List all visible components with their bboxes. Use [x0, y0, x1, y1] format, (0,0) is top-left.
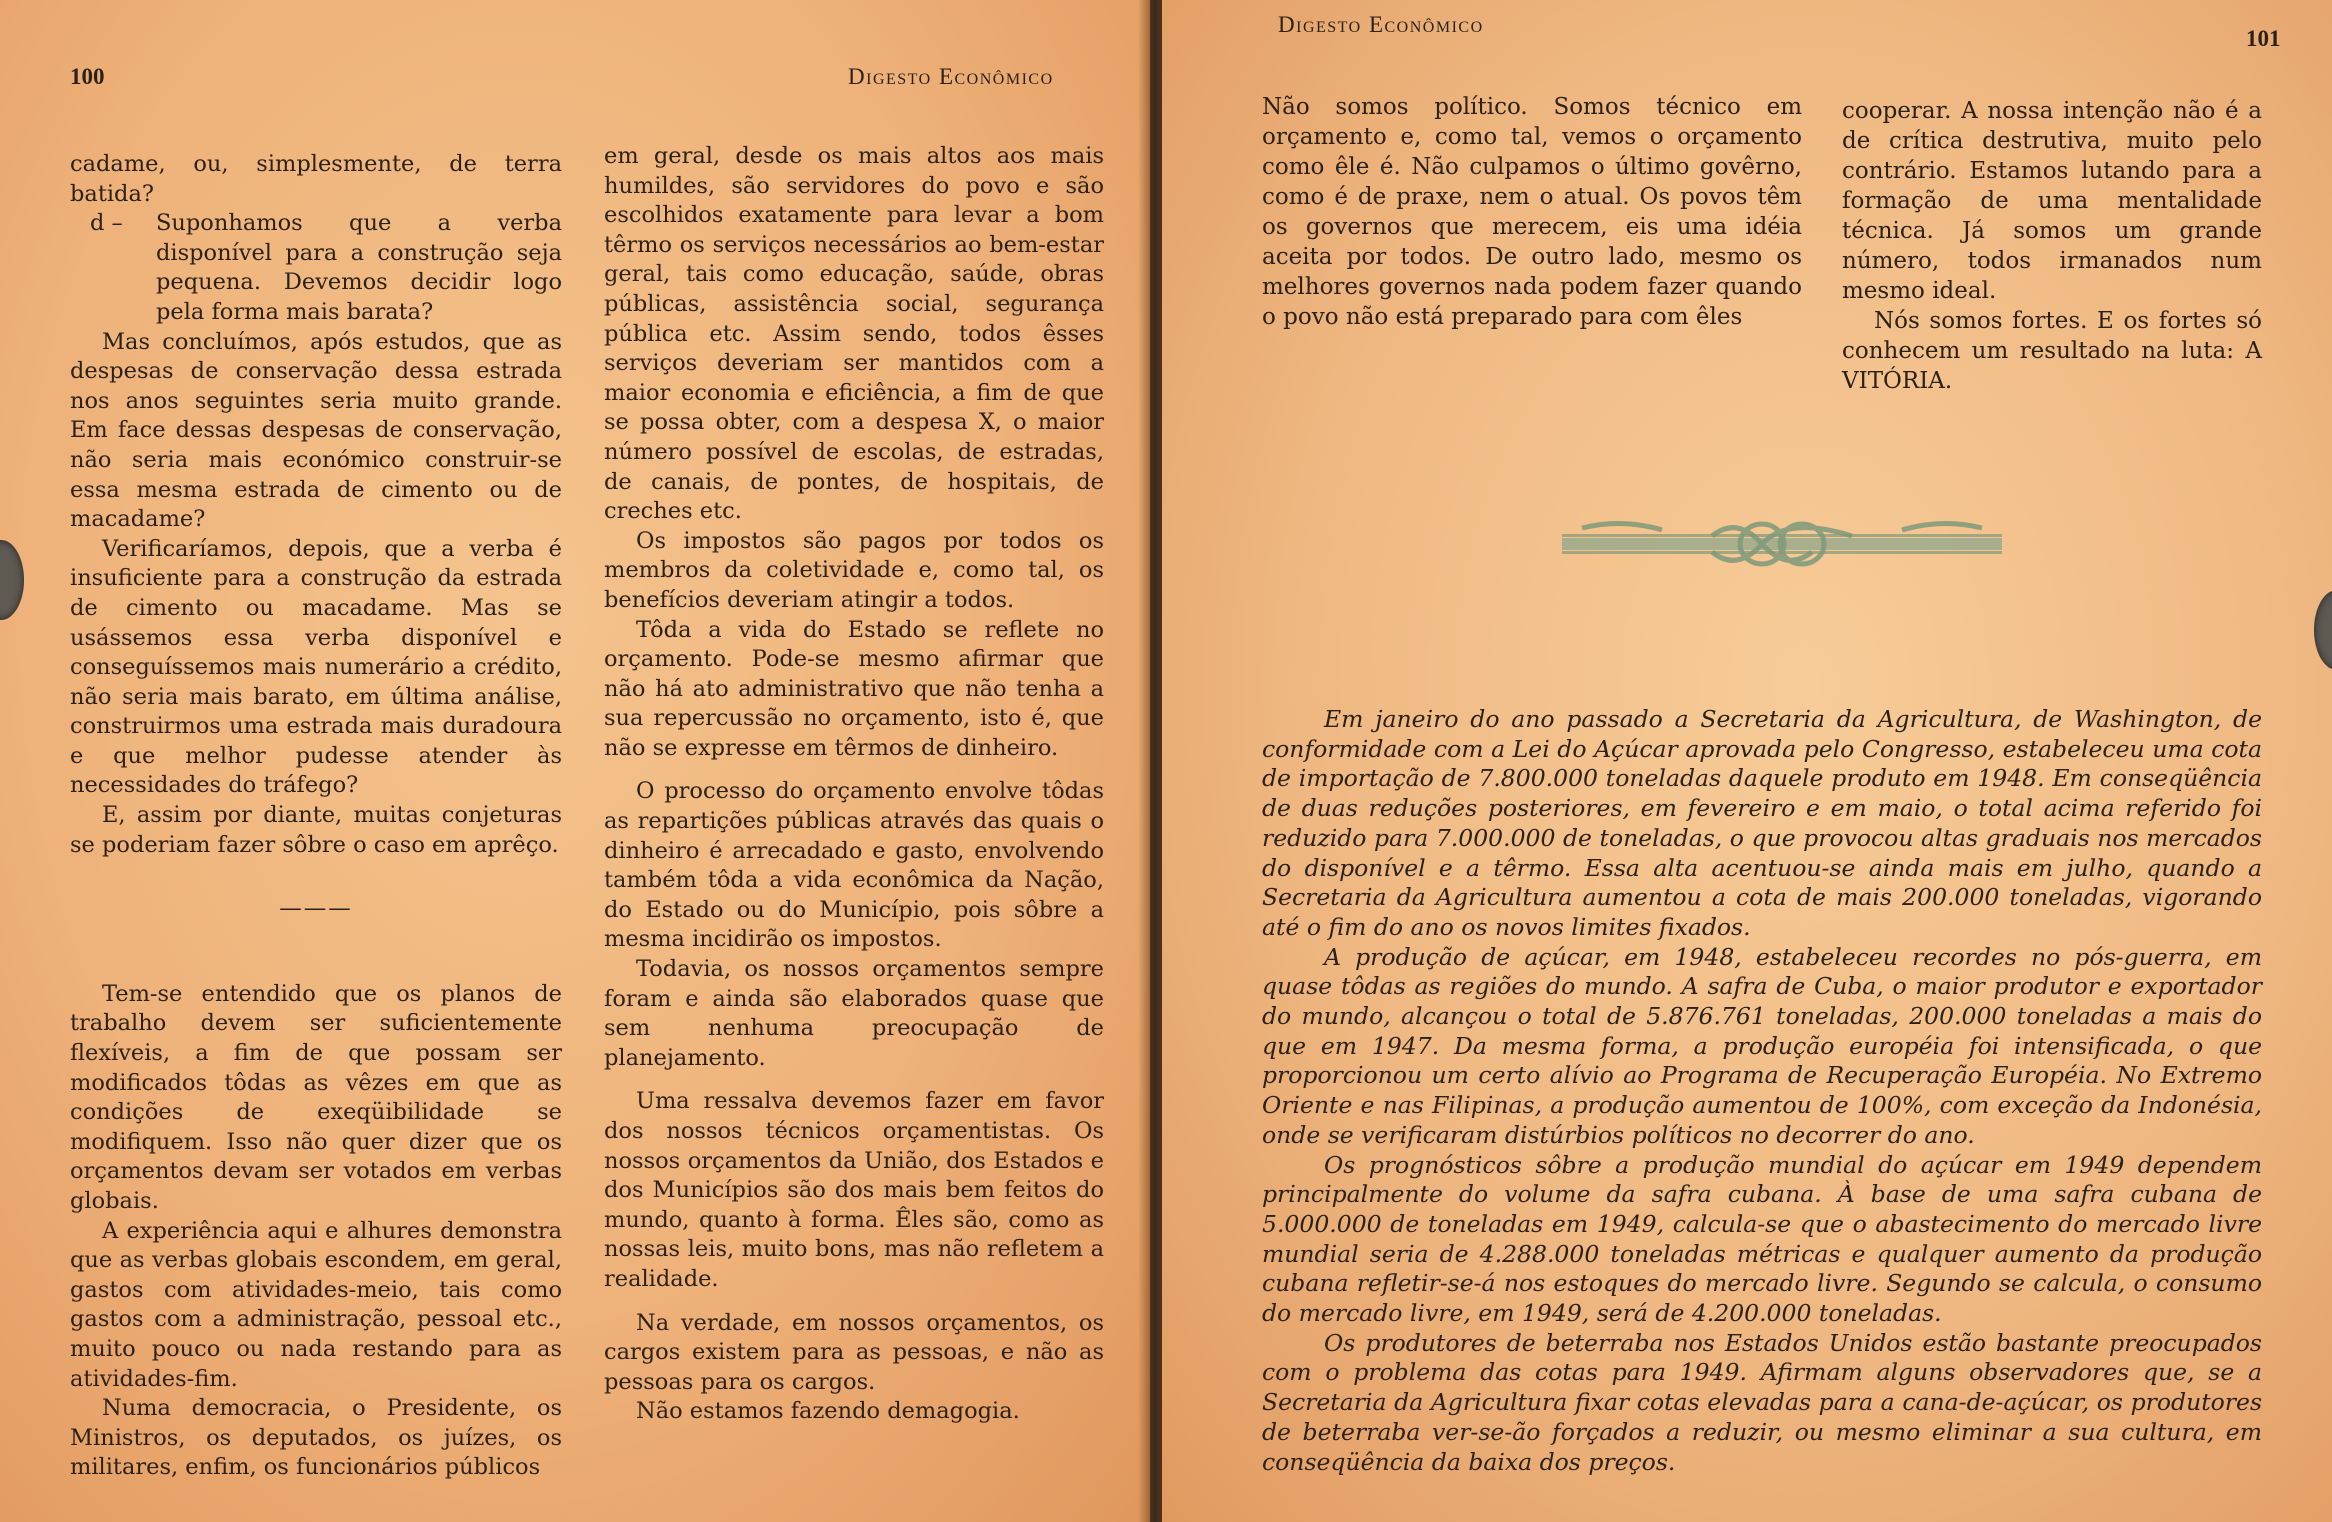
- continued-paragraph: em geral, desde os mais altos aos mais humildes, são servidores do povo e são escolhidos exatamente para levar a bom têrmo os serviços necessários ao bem-estar geral, tais como educação, saúde, obras públicas, assistência social, segurança pública etc. Assim sendo, todos êsses serviços deveriam ser mantidos com a maior economia e eficiência, a fim de que se possa obter, com a despesa X, o maior número possível de escolas, de estradas, de canais, de pontes, de hospitais, de creches etc.: [604, 143, 1104, 525]
- ornament-divider: [1562, 516, 2002, 572]
- right-column-2: [1842, 96, 2262, 396]
- paragraph: A experiência aqui e alhures demonstra que as verbas globais escondem, em geral, gastos com atividades-meio, tais como gastos com a administração, pessoal etc., muito pouco ou nada restando para as atividades-fim.: [70, 1217, 562, 1392]
- binding-hole-right: [2314, 590, 2332, 670]
- paragraph: Uma ressalva devemos fazer em favor dos nossos técnicos orçamentistas. Os nossos orçamentos da União, dos Estados e dos Municípios são dos mais bem feitos do mundo, quanto à forma. Êles são, como as nossas leis, muito bons, mas não refletem a realidade.: [604, 1088, 1104, 1292]
- news-paragraph: Em janeiro do ano passado a Secretaria da Agricultura, de Washington, de conformidade com a Lei do Açúcar aprovada pelo Congresso, estabeleceu uma cota de importação de 7.800.000 toneladas daquele produto em 1948. Em conseqüência de duas reduções posteriores, em fevereiro e em maio, o total acima referido foi reduzido para 7.000.000 de toneladas, o que provocou altas graduais nos mercados do disponível e a têrmo. Essa alta acentuou-se ainda mais em julho, quando a Secretaria da Agricultura aumentou a cota de mais 200.000 toneladas, vigorando até o fim do ano os novos limites fixados.: [1262, 705, 2262, 941]
- running-head-right: Digesto Econômico: [1278, 12, 1484, 37]
- sugar-news-article: [1262, 705, 2262, 1477]
- running-head-left: Digesto Econômico: [848, 64, 1054, 89]
- news-paragraph: A produção de açúcar, em 1948, estabeleceu recordes no pós-guerra, em quase tôdas as regiões do mundo. A safra de Cuba, o maior produtor e exportador do mundo, alcançou o total de 5.876.761 toneladas, 200.000 toneladas a mais do que em 1947. Da mesma forma, a produção européia foi intensificada, o que proporcionou um certo alívio ao Programa de Recuperação Européia. No Extremo Oriente e nas Filipinas, a produção aumentou de 100%, com exceção da Indonésia, onde se verificaram distúrbios políticos no decorrer do ano.: [1262, 942, 2262, 1149]
- continued-paragraph: cadame, ou, simplesmente, de terra batida?: [70, 151, 562, 207]
- list-marker: d –: [90, 210, 123, 237]
- paragraph: Todavia, os nossos orçamentos sempre foram e ainda são elaborados quase que sem nenhuma preocupação de planejamento.: [604, 956, 1104, 1071]
- news-paragraph: Os prognósticos sôbre a produção mundial do açúcar em 1949 dependem principalmente do volume da safra cubana. À base de uma safra cubana de 5.000.000 de toneladas em 1949, calcula-se que o abastecimento do mercado livre mundial seria de 4.288.000 toneladas métricas e qualquer aumento da produção cubana refletir-se-á nos estoques do mercado livre. Segundo se calcula, o consumo do mercado livre, em 1949, será de 4.200.000 toneladas.: [1262, 1150, 2262, 1328]
- paragraph: Nós somos fortes. E os fortes só conhecem um resultado na luta: A VITÓRIA.: [1842, 308, 2262, 394]
- left-column-1: [70, 150, 562, 1483]
- paragraph: Tôda a vida do Estado se reflete no orçamento. Pode-se mesmo afirmar que não há ato administrativo que não tenha a sua repercussão no orçamento, isto é, que não se expresse em têrmos de dinheiro.: [604, 616, 1104, 761]
- left-page: [0, 0, 1150, 1522]
- page-number-right: 101: [2246, 26, 2281, 51]
- paragraph: O processo do orçamento envolve tôdas as repartições públicas através das quais o dinheiro é arrecadado e gasto, envolvendo também tôda a vida econômica da Nação, do Estado ou do Município, pois sôbre a mesma incidirão os impostos.: [604, 778, 1104, 953]
- list-item: [70, 209, 562, 327]
- paragraph: Numa democracia, o Presidente, os Ministros, os deputados, os juízes, os militares, enfim, os funcionários públicos: [70, 1395, 562, 1481]
- paragraph: Os impostos são pagos por todos os membros da coletividade e, como tal, os benefícios deveriam atingir a todos.: [604, 527, 1104, 613]
- paragraph: E, assim por diante, muitas conjeturas se poderiam fazer sôbre o caso em aprêço.: [70, 802, 562, 858]
- list-item-text: Suponhamos que a verba disponível para a construção seja pequena. Devemos decidir logo pela forma mais barata?: [156, 210, 562, 325]
- news-paragraph: Os produtores de beterraba nos Estados Unidos estão bastante preocupados com o problema das cotas para 1949. Afirmam alguns observadores que, se a Secretaria da Agricultura fixar cotas elevadas para a cana-de-açúcar, os produtores de beterraba ver-se-ão forçados a reduzir, ou mesmo eliminar a sua cultura, em conseqüência da baixa dos preços.: [1262, 1328, 2262, 1476]
- paragraph: Não estamos fazendo demagogia.: [636, 1398, 1020, 1425]
- paragraph: Na verdade, em nossos orçamentos, os cargos existem para as pessoas, e não as pessoas para os cargos.: [604, 1309, 1104, 1395]
- continued-paragraph: Não somos político. Somos técnico em orçamento e, como tal, vemos o orçamento como êle é. Não culpamos o último govêrno, como é de praxe, nem o atual. Os povos têm os governos que merecem, eis uma idéia aceita por todos. De outro lado, mesmo os melhores governos nada podem fazer quando o povo não está preparado para com êles: [1262, 94, 1802, 330]
- page-number-left: 100: [70, 64, 105, 89]
- paragraph: Tem-se entendido que os planos de trabalho devem ser suficientemente flexíveis, a fim de que possam ser modificados tôdas as vêzes em que as condições de exeqüibilidade se modifiquem. Isso não quer dizer que os orçamentos devam ser votados em verbas globais.: [70, 980, 562, 1214]
- left-column-2: [604, 142, 1104, 1427]
- right-page: [1162, 0, 2332, 1522]
- paragraph: Verificaríamos, depois, que a verba é insuficiente para a construção da estrada de cimento ou macadame. Mas se usássemos essa verba disponível e conseguíssemos mais numerário a crédito, não seria mais barato, em última análise, construirmos uma estrada mais duradoura e que melhor pudesse atender às necessidades do tráfego?: [70, 535, 562, 799]
- right-column-1: [1262, 92, 1802, 332]
- paragraph: Mas concluímos, após estudos, que as despesas de conservação dessa estrada nos anos seguintes seria muito grande. Em face dessas despesas de conservação, não seria mais económico construir-se essa mesma estrada de cimento ou de macadame?: [70, 328, 562, 533]
- continued-paragraph: cooperar. A nossa intenção não é a de crítica destrutiva, muito pelo contrário. Estamos lutando para a formação de uma mentalidade técnica. Já somos um grande número, todos irmanados num mesmo ideal.: [1842, 98, 2262, 304]
- section-divider: ———: [279, 895, 353, 922]
- binding-hole-left: [0, 540, 24, 620]
